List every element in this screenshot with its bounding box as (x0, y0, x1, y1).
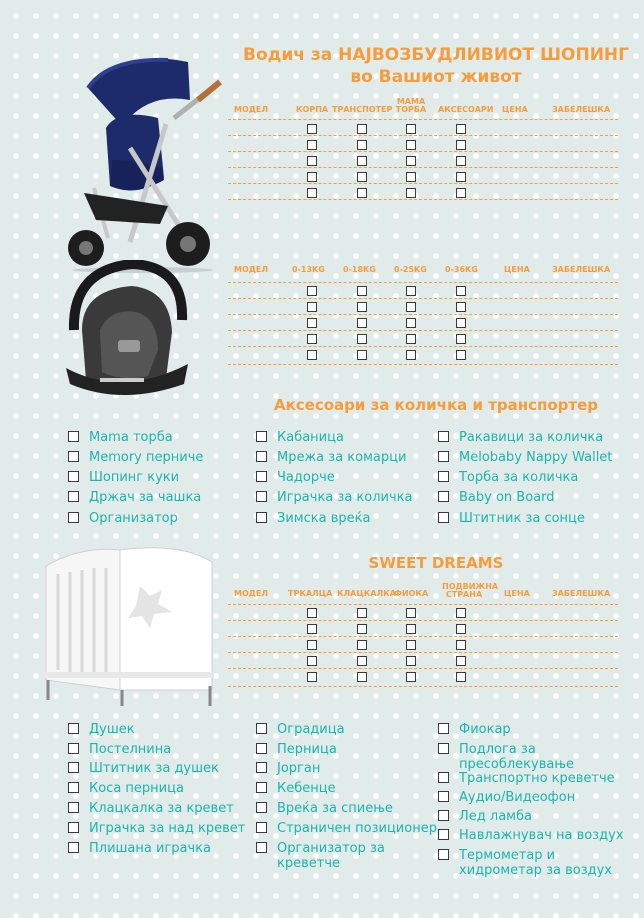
checklist-label: Подлога за пресоблекување (459, 742, 575, 772)
checklist-label: Кебенце (277, 781, 336, 796)
table-checkbox[interactable] (406, 302, 416, 312)
checkbox[interactable] (256, 802, 267, 813)
table-checkbox[interactable] (307, 672, 317, 682)
page-title (236, 44, 636, 88)
table-checkbox[interactable] (357, 302, 367, 312)
table-rule (228, 183, 618, 184)
checkbox[interactable] (68, 842, 79, 853)
checklist-item[interactable] (438, 490, 555, 505)
checklist-item[interactable] (68, 742, 171, 757)
col-header-0-18kg: 0-18KG (343, 265, 376, 274)
title-line-1: Водич за НАЈВОЗБУДЛИВИОТ ШОПИНГ (242, 45, 629, 65)
table-checkbox[interactable] (307, 334, 317, 344)
table-checkbox[interactable] (456, 640, 466, 650)
checklist-item[interactable] (256, 841, 416, 871)
checkbox[interactable] (256, 723, 267, 734)
checklist-label: Организатор (89, 511, 178, 526)
checklist-label: Мрежа за комарци (277, 450, 407, 465)
checklist-item[interactable] (438, 450, 612, 465)
col-header-0-13kg: 0-13KG (292, 265, 325, 274)
table-checkbox[interactable] (307, 156, 317, 166)
checklist-item[interactable] (68, 470, 179, 485)
table-checkbox[interactable] (406, 188, 416, 198)
checkbox[interactable] (256, 822, 267, 833)
table-checkbox[interactable] (357, 672, 367, 682)
col-header-note: ЗАБЕЛЕШКА (552, 265, 611, 274)
table-checkbox[interactable] (357, 156, 367, 166)
col-header-mama-bag: МАМА ТОРБА (395, 97, 427, 114)
checklist-item[interactable] (438, 809, 532, 824)
checklist-item[interactable] (68, 781, 184, 796)
checklist-label: Термометар и хидрометар за воздух (459, 848, 612, 878)
checklist-item[interactable] (438, 511, 585, 526)
table-checkbox[interactable] (406, 624, 416, 634)
checkbox[interactable] (68, 743, 79, 754)
table-checkbox[interactable] (357, 286, 367, 296)
table-rule (228, 151, 618, 152)
col-header-model: МОДЕЛ (234, 589, 268, 598)
checklist-item[interactable] (438, 771, 615, 786)
checklist-item[interactable] (438, 828, 624, 843)
table-checkbox[interactable] (456, 286, 466, 296)
checkbox[interactable] (256, 491, 267, 502)
checklist-item[interactable] (438, 848, 638, 878)
table-rule (228, 135, 618, 136)
checklist-item[interactable] (256, 722, 345, 737)
table-checkbox[interactable] (406, 334, 416, 344)
table-rule (228, 668, 618, 669)
checkbox[interactable] (438, 451, 449, 462)
checklist-item[interactable] (438, 470, 578, 485)
table-checkbox[interactable] (357, 318, 367, 328)
checkbox[interactable] (438, 743, 449, 754)
checklist-item[interactable] (256, 742, 337, 757)
checklist-label: Навлажнувач на воздух (459, 828, 624, 843)
col-header-moving-side: ПОДВИЖНА СТРАНА (442, 582, 499, 599)
table-checkbox[interactable] (456, 334, 466, 344)
checklist-item[interactable] (68, 801, 234, 816)
table-checkbox[interactable] (307, 656, 317, 666)
col-header-transporter: ТРАНСПОТЕР (332, 105, 393, 114)
table-checkbox[interactable] (357, 140, 367, 150)
table-checkbox[interactable] (456, 318, 466, 328)
col-header-accessories: АКСЕСОАРИ (438, 105, 494, 114)
checkbox[interactable] (438, 849, 449, 860)
checklist-label: Клацкалка за кревет (89, 801, 234, 816)
checklist-label: Mama торба (89, 430, 173, 445)
crib-image (40, 540, 220, 710)
checkbox[interactable] (256, 512, 267, 523)
title-line-2: во Вашиот живот (350, 67, 522, 87)
checklist-label: Чадорче (277, 470, 335, 485)
checklist-label: Штитник за душек (89, 761, 219, 776)
checkbox[interactable] (256, 431, 267, 442)
checklist-item[interactable] (256, 801, 393, 816)
checklist-label: Играчка за над кревет (89, 821, 246, 836)
checkbox[interactable] (438, 512, 449, 523)
checkbox[interactable] (438, 431, 449, 442)
checkbox[interactable] (256, 471, 267, 482)
table-checkbox[interactable] (357, 172, 367, 182)
checkbox[interactable] (438, 491, 449, 502)
col-header-price: ЦЕНА (504, 265, 530, 274)
table-checkbox[interactable] (456, 656, 466, 666)
table-rule (228, 686, 618, 687)
table-checkbox[interactable] (456, 172, 466, 182)
checklist-label: Постелнина (89, 742, 172, 757)
checklist-item[interactable] (68, 722, 135, 737)
checkbox[interactable] (68, 802, 79, 813)
stroller-image (48, 48, 238, 273)
table-checkbox[interactable] (357, 608, 367, 618)
checklist-label: Штитник за сонце (459, 511, 585, 526)
checkbox[interactable] (68, 431, 79, 442)
checklist-label: Плишана играчка (89, 841, 211, 856)
checklist-label: Коса перница (89, 781, 184, 796)
table-checkbox[interactable] (456, 350, 466, 360)
checklist-item[interactable] (68, 450, 203, 465)
checkbox[interactable] (68, 723, 79, 734)
checkbox[interactable] (438, 772, 449, 783)
checklist-label: Транспортно креветче (459, 771, 615, 786)
car-seat-image (62, 260, 192, 400)
checklist-item[interactable] (68, 821, 245, 836)
checklist-item[interactable] (256, 470, 335, 485)
checklist-item[interactable] (256, 821, 437, 836)
table-checkbox[interactable] (406, 286, 416, 296)
checklist-label: Melobaby Nappy Wallet (459, 450, 613, 465)
table-rule (228, 199, 618, 200)
table-checkbox[interactable] (307, 286, 317, 296)
table-checkbox[interactable] (406, 172, 416, 182)
table-checkbox[interactable] (307, 608, 317, 618)
col-header-0-36kg: 0-36KG (445, 265, 478, 274)
table-checkbox[interactable] (357, 334, 367, 344)
checkbox[interactable] (256, 451, 267, 462)
table-checkbox[interactable] (307, 188, 317, 198)
table-checkbox[interactable] (406, 350, 416, 360)
checklist-item[interactable] (68, 841, 211, 856)
checkbox[interactable] (438, 810, 449, 821)
table-checkbox[interactable] (456, 672, 466, 682)
table-rule (228, 282, 618, 283)
col-header-note: ЗАБЕЛЕШКА (552, 105, 611, 114)
checkbox[interactable] (438, 723, 449, 734)
table-checkbox[interactable] (406, 640, 416, 650)
table-checkbox[interactable] (456, 156, 466, 166)
checklist-label: Торба за количка (459, 470, 579, 485)
table-checkbox[interactable] (456, 608, 466, 618)
col-header-drawer: ФИОКА (394, 589, 429, 598)
checklist-item[interactable] (256, 781, 336, 796)
checkbox[interactable] (438, 471, 449, 482)
table-rule (228, 330, 618, 331)
table-checkbox[interactable] (406, 656, 416, 666)
table-rule (228, 167, 618, 168)
checklist-label: Аудио/Видеофон (459, 790, 576, 805)
checklist-label: Организатор за креветче (277, 841, 385, 871)
table-checkbox[interactable] (406, 124, 416, 134)
checklist-item[interactable] (256, 761, 320, 776)
checklist-label: Кабаница (277, 430, 344, 445)
checklist-item[interactable] (256, 450, 406, 465)
accessories-title: Аксесоари за количка и транспортер (273, 396, 599, 414)
checklist-label: Memory перниче (89, 450, 204, 465)
checkbox[interactable] (68, 451, 79, 462)
checkbox[interactable] (68, 782, 79, 793)
table-rule (228, 620, 618, 621)
table-checkbox[interactable] (456, 188, 466, 198)
table-checkbox[interactable] (357, 188, 367, 198)
col-header-wheels: ТРКАЛЦА (288, 589, 333, 598)
checklist-label: Страничен позиционер (277, 821, 437, 836)
table-checkbox[interactable] (456, 302, 466, 312)
table-rule (228, 604, 618, 605)
checklist-label: Зимска вреќа (277, 511, 371, 526)
table-checkbox[interactable] (307, 124, 317, 134)
col-header-note: ЗАБЕЛЕШКА (552, 589, 611, 598)
col-header-price: ЦЕНА (502, 105, 528, 114)
table-checkbox[interactable] (456, 124, 466, 134)
checklist-label: Оградица (277, 722, 345, 737)
checklist-label: Шопинг куки (89, 470, 180, 485)
checkbox[interactable] (256, 762, 267, 773)
table-checkbox[interactable] (456, 624, 466, 634)
checkbox[interactable] (256, 842, 267, 853)
checklist-item[interactable] (256, 490, 412, 505)
table-rule (228, 364, 618, 365)
table-checkbox[interactable] (357, 656, 367, 666)
checklist-label: Вреќа за спиење (277, 801, 393, 816)
table-rule (228, 298, 618, 299)
checkbox[interactable] (256, 782, 267, 793)
table-rule (228, 636, 618, 637)
checklist-label: Душек (89, 722, 135, 737)
checkbox[interactable] (438, 791, 449, 802)
checklist-item[interactable] (438, 430, 603, 445)
table-rule (228, 346, 618, 347)
table-checkbox[interactable] (406, 608, 416, 618)
checklist-label: Играчка за количка (277, 490, 413, 505)
sleep-title: SWEET DREAMS (368, 554, 504, 572)
checkbox[interactable] (438, 829, 449, 840)
table-checkbox[interactable] (406, 672, 416, 682)
checklist-label: Фиокар (459, 722, 511, 737)
table-checkbox[interactable] (307, 140, 317, 150)
checklist-item[interactable] (68, 511, 178, 526)
table-checkbox[interactable] (406, 318, 416, 328)
checklist-item[interactable] (438, 742, 588, 772)
checkbox[interactable] (68, 762, 79, 773)
checklist-item[interactable] (438, 790, 575, 805)
checkbox[interactable] (68, 491, 79, 502)
checkbox[interactable] (256, 743, 267, 754)
checkbox[interactable] (68, 471, 79, 482)
table-rule (228, 314, 618, 315)
checklist-label: Лед ламба (459, 809, 532, 824)
checklist-label: Baby on Board (459, 490, 555, 505)
table-rule (228, 652, 618, 653)
table-checkbox[interactable] (307, 350, 317, 360)
col-header-model: МОДЕЛ (234, 105, 268, 114)
table-checkbox[interactable] (357, 350, 367, 360)
checklist-item[interactable] (68, 430, 173, 445)
checklist-item[interactable] (256, 430, 344, 445)
table-checkbox[interactable] (307, 624, 317, 634)
checklist-item[interactable] (68, 490, 201, 505)
checklist-label: Јорган (277, 761, 321, 776)
checklist-label: Ракавици за количка (459, 430, 604, 445)
checklist-label: Перница (277, 742, 337, 757)
table-rule (228, 119, 618, 120)
col-header-basket: КОРПА (296, 105, 329, 114)
table-checkbox[interactable] (307, 172, 317, 182)
table-checkbox[interactable] (357, 124, 367, 134)
table-checkbox[interactable] (357, 640, 367, 650)
checklist-item[interactable] (68, 761, 219, 776)
table-checkbox[interactable] (456, 140, 466, 150)
table-checkbox[interactable] (406, 140, 416, 150)
table-checkbox[interactable] (307, 302, 317, 312)
checklist-item[interactable] (256, 511, 370, 526)
table-checkbox[interactable] (406, 156, 416, 166)
table-checkbox[interactable] (357, 624, 367, 634)
checkbox[interactable] (68, 512, 79, 523)
col-header-price: ЦЕНА (504, 589, 530, 598)
table-checkbox[interactable] (307, 640, 317, 650)
checklist-label: Држач за чашка (89, 490, 202, 505)
col-header-model: МОДЕЛ (234, 265, 268, 274)
col-header-rocker: КЛАЦКАЛКА (337, 589, 396, 598)
checklist-item[interactable] (438, 722, 511, 737)
table-checkbox[interactable] (307, 318, 317, 328)
checkbox[interactable] (68, 822, 79, 833)
col-header-0-25kg: 0-25KG (394, 265, 427, 274)
